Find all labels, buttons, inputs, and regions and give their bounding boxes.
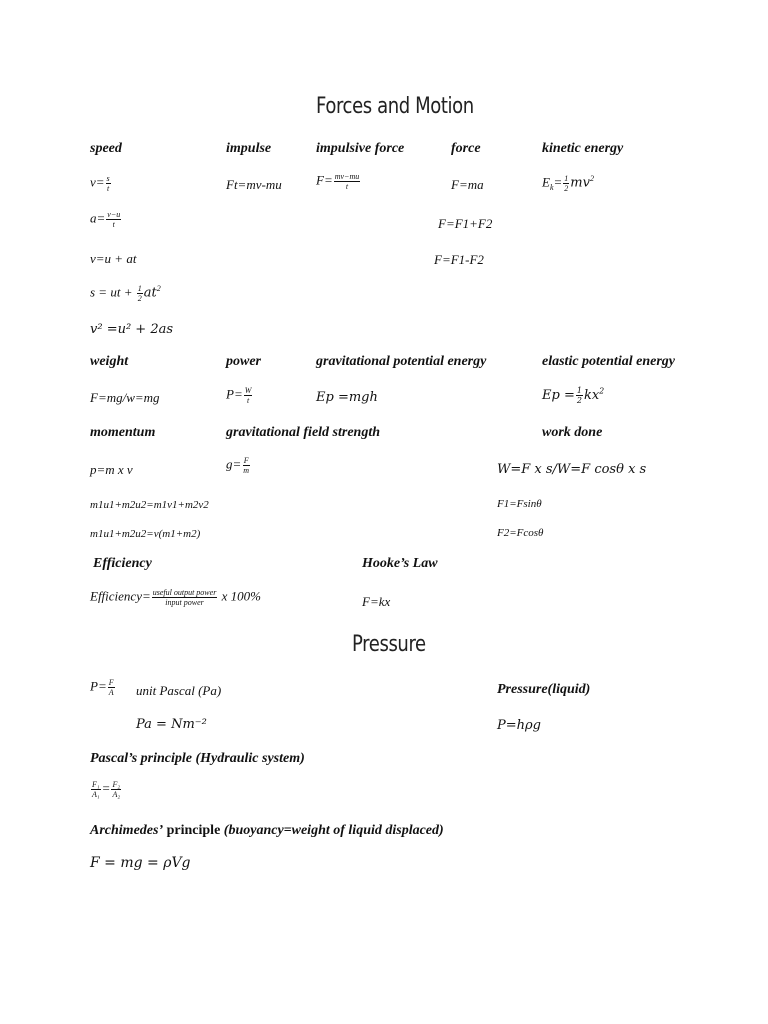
formula-momentum-inelastic: m1u1+m2u2=v(m1+m2) (90, 528, 201, 540)
formula-power: P= $\frac{W}{t}$ (226, 386, 252, 405)
formula-acceleration: a= $\frac{v-u}{t}$ (90, 210, 121, 229)
formula-gfs: g= $\frac{F}{m}$ (226, 456, 250, 475)
formula-force-ma: F=ma (451, 177, 484, 192)
formula-v-squared: v² =u² + 2as (90, 322, 174, 337)
header-efficiency: Efficiency (93, 556, 152, 571)
formula-epe: Ep = $\frac{1}{2}$ $kx^2$ (542, 386, 605, 405)
formula-momentum: p=m x v (90, 462, 133, 477)
title-forces-and-motion: Forces and Motion (316, 94, 474, 119)
formula-kinetic-energy: $E_k=$ $\frac{1}{2}$ $mv^2$ (542, 174, 594, 193)
formula-displacement: s = ut + $\frac{1}{2}$ $at^2$ (90, 284, 161, 303)
formula-weight: F=mg/w=mg (90, 390, 160, 405)
header-work-done: work done (542, 425, 603, 440)
formula-momentum-conservation: m1u1+m2u2=m1v1+m2v2 (90, 499, 209, 511)
formula-force-diff: F=F1-F2 (434, 252, 484, 267)
formula-pressure-liquid: P=hρg (497, 718, 541, 733)
formula-pascal-unit: Pa = Nm⁻² (136, 717, 207, 732)
header-gravitational-field-strength: gravitational field strength (226, 425, 381, 440)
formula-impulsive-force: F= $\frac{mv-mu}{t}$ (316, 172, 360, 191)
header-archimedes-principle: Archimedes’ principle (buoyancy=weight of liquid displaced) (90, 823, 444, 838)
header-kinetic-energy: kinetic energy (542, 141, 624, 156)
pressure-unit: unit Pascal (Pa) (136, 683, 222, 698)
header-power: power (226, 354, 261, 369)
formula-pressure: P= $\frac{F}{A}$ (90, 678, 114, 697)
formula-gpe: Ep =mgh (316, 390, 378, 405)
formula-force-component-cos: F2=Fcosθ (497, 527, 544, 539)
formula-hookes-law: F=kx (362, 594, 391, 609)
formula-work-done: W=F x s/W=F cosθ x s (497, 462, 647, 477)
header-speed: speed (90, 141, 122, 156)
header-pascal-principle: Pascal’s principle (Hydraulic system) (90, 751, 305, 766)
formula-impulse: Ft=mv-mu (226, 177, 282, 192)
header-pressure-liquid: Pressure(liquid) (497, 682, 591, 697)
formula-speed: v= $\frac{s}{t}$ (90, 174, 110, 193)
formula-force-sum: F=F1+F2 (438, 216, 493, 231)
formula-pascal-ratio: $\frac{\text{F₁}}{\text{A₁}}$ = $\frac{\text{F₂}}{\text{A₂}}$ (92, 780, 121, 799)
title-pressure: Pressure (352, 632, 426, 657)
header-force: force (451, 141, 481, 156)
formula-v-u-at: v=u + at (90, 251, 137, 266)
formula-efficiency: Efficiency= $\frac{\text{useful output power}}{\text{input power}}$ x 100% (90, 588, 261, 607)
formula-buoyancy: F = mg = ρVg (90, 855, 191, 871)
header-gravitational-potential-energy: gravitational potential energy (316, 354, 487, 369)
header-impulse: impulse (226, 141, 272, 156)
header-weight: weight (90, 354, 129, 369)
header-elastic-potential-energy: elastic potential energy (542, 354, 675, 369)
formula-force-component-sin: F1=Fsinθ (497, 498, 542, 510)
header-momentum: momentum (90, 425, 156, 440)
header-hookes-law: Hooke’s Law (362, 556, 438, 571)
header-impulsive-force: impulsive force (316, 141, 405, 156)
